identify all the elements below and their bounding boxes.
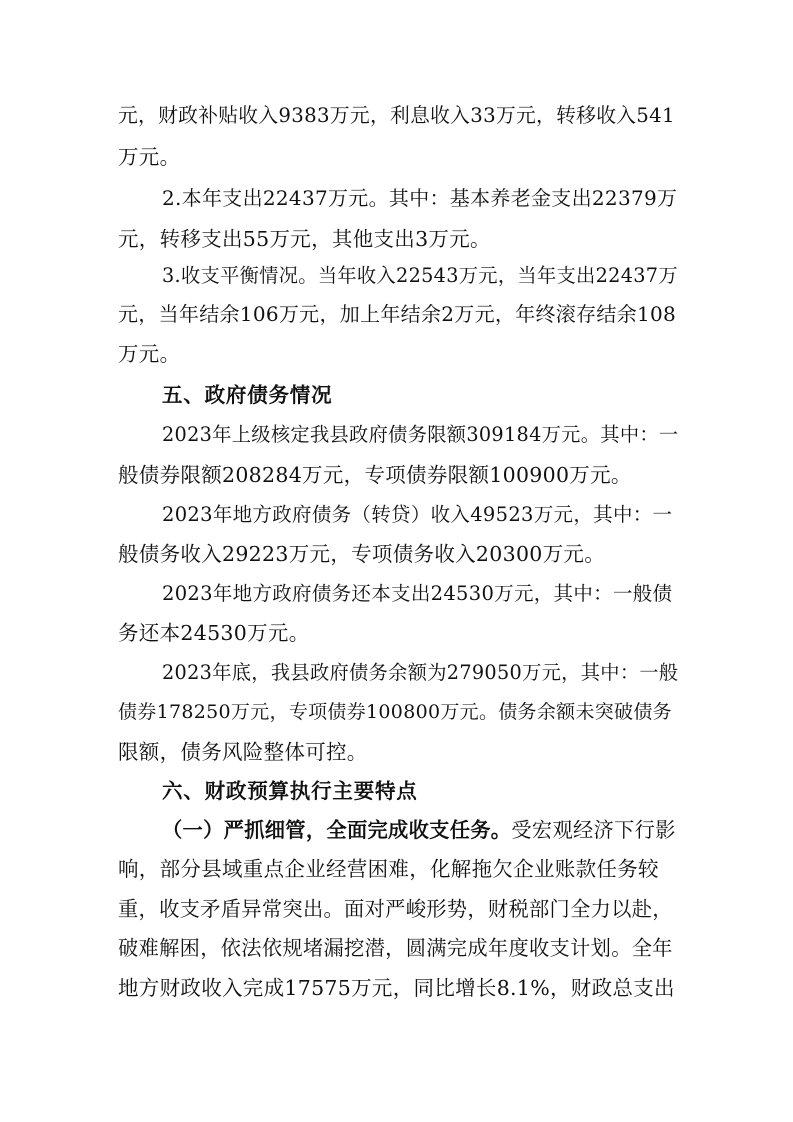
body-line: 2023年底，我县政府债务余额为279050万元，其中：一般 bbox=[162, 661, 679, 684]
body-line: 元，财政补贴收入9383万元，利息收入33万元，转移收入541 bbox=[118, 104, 675, 127]
paragraph-first-line bbox=[162, 815, 678, 845]
body-line: 元，当年结余106万元，加上年结余2万元，年终滚存结余108 bbox=[118, 302, 677, 326]
body-line: 万元。 bbox=[118, 342, 181, 366]
body-line: 债券178250万元，专项债券100800万元。债务余额未突破债务 bbox=[118, 701, 672, 723]
body-line: 般债务收入29223万元，专项债务收入20300万元。 bbox=[118, 542, 606, 566]
body-line: 响，部分县域重点企业经营困难，化解拖欠企业账款任务较 bbox=[118, 857, 659, 881]
body-line: 务还本24530万元。 bbox=[118, 621, 310, 645]
body-line: 2023年地方政府债务（转贷）收入49523万元，其中：一 bbox=[162, 503, 673, 526]
body-line: 元，转移支出55万元，其他支出3万元。 bbox=[118, 227, 491, 251]
body-line: 2.本年支出22437万元。其中：基本养老金支出22379万 bbox=[162, 186, 678, 210]
section-heading: 六、财政预算执行主要特点 bbox=[162, 779, 418, 803]
section-heading: 五、政府债务情况 bbox=[162, 383, 333, 407]
body-line: 地方财政收入完成17575万元，同比增长8.1%，财政总支出 bbox=[118, 976, 675, 1000]
body-line: 限额，债务风险整体可控。 bbox=[118, 740, 368, 764]
body-line: 般债券限额208284万元，专项债券限额100900万元。 bbox=[118, 463, 632, 487]
body-line: 破难解困，依法依规堵漏挖潜，圆满完成年度收支计划。全年 bbox=[118, 936, 673, 960]
body-line: 2023年地方政府债务还本支出24530万元，其中：一般债 bbox=[162, 582, 673, 605]
body-line: 3.收支平衡情况。当年收入22543万元，当年支出22437万 bbox=[162, 264, 678, 287]
body-line: 2023年上级核定我县政府债务限额309184万元。其中：一 bbox=[162, 423, 679, 446]
subsection-lead: （一）严抓细管，全面完成收支任务。 bbox=[162, 818, 512, 842]
body-line: 万元。 bbox=[118, 145, 181, 169]
body-line: 重，收支矛盾异常突出。面对严峻形势，财税部门全力以赴， bbox=[118, 897, 673, 921]
body-text: 受宏观经济下行影 bbox=[511, 818, 676, 842]
